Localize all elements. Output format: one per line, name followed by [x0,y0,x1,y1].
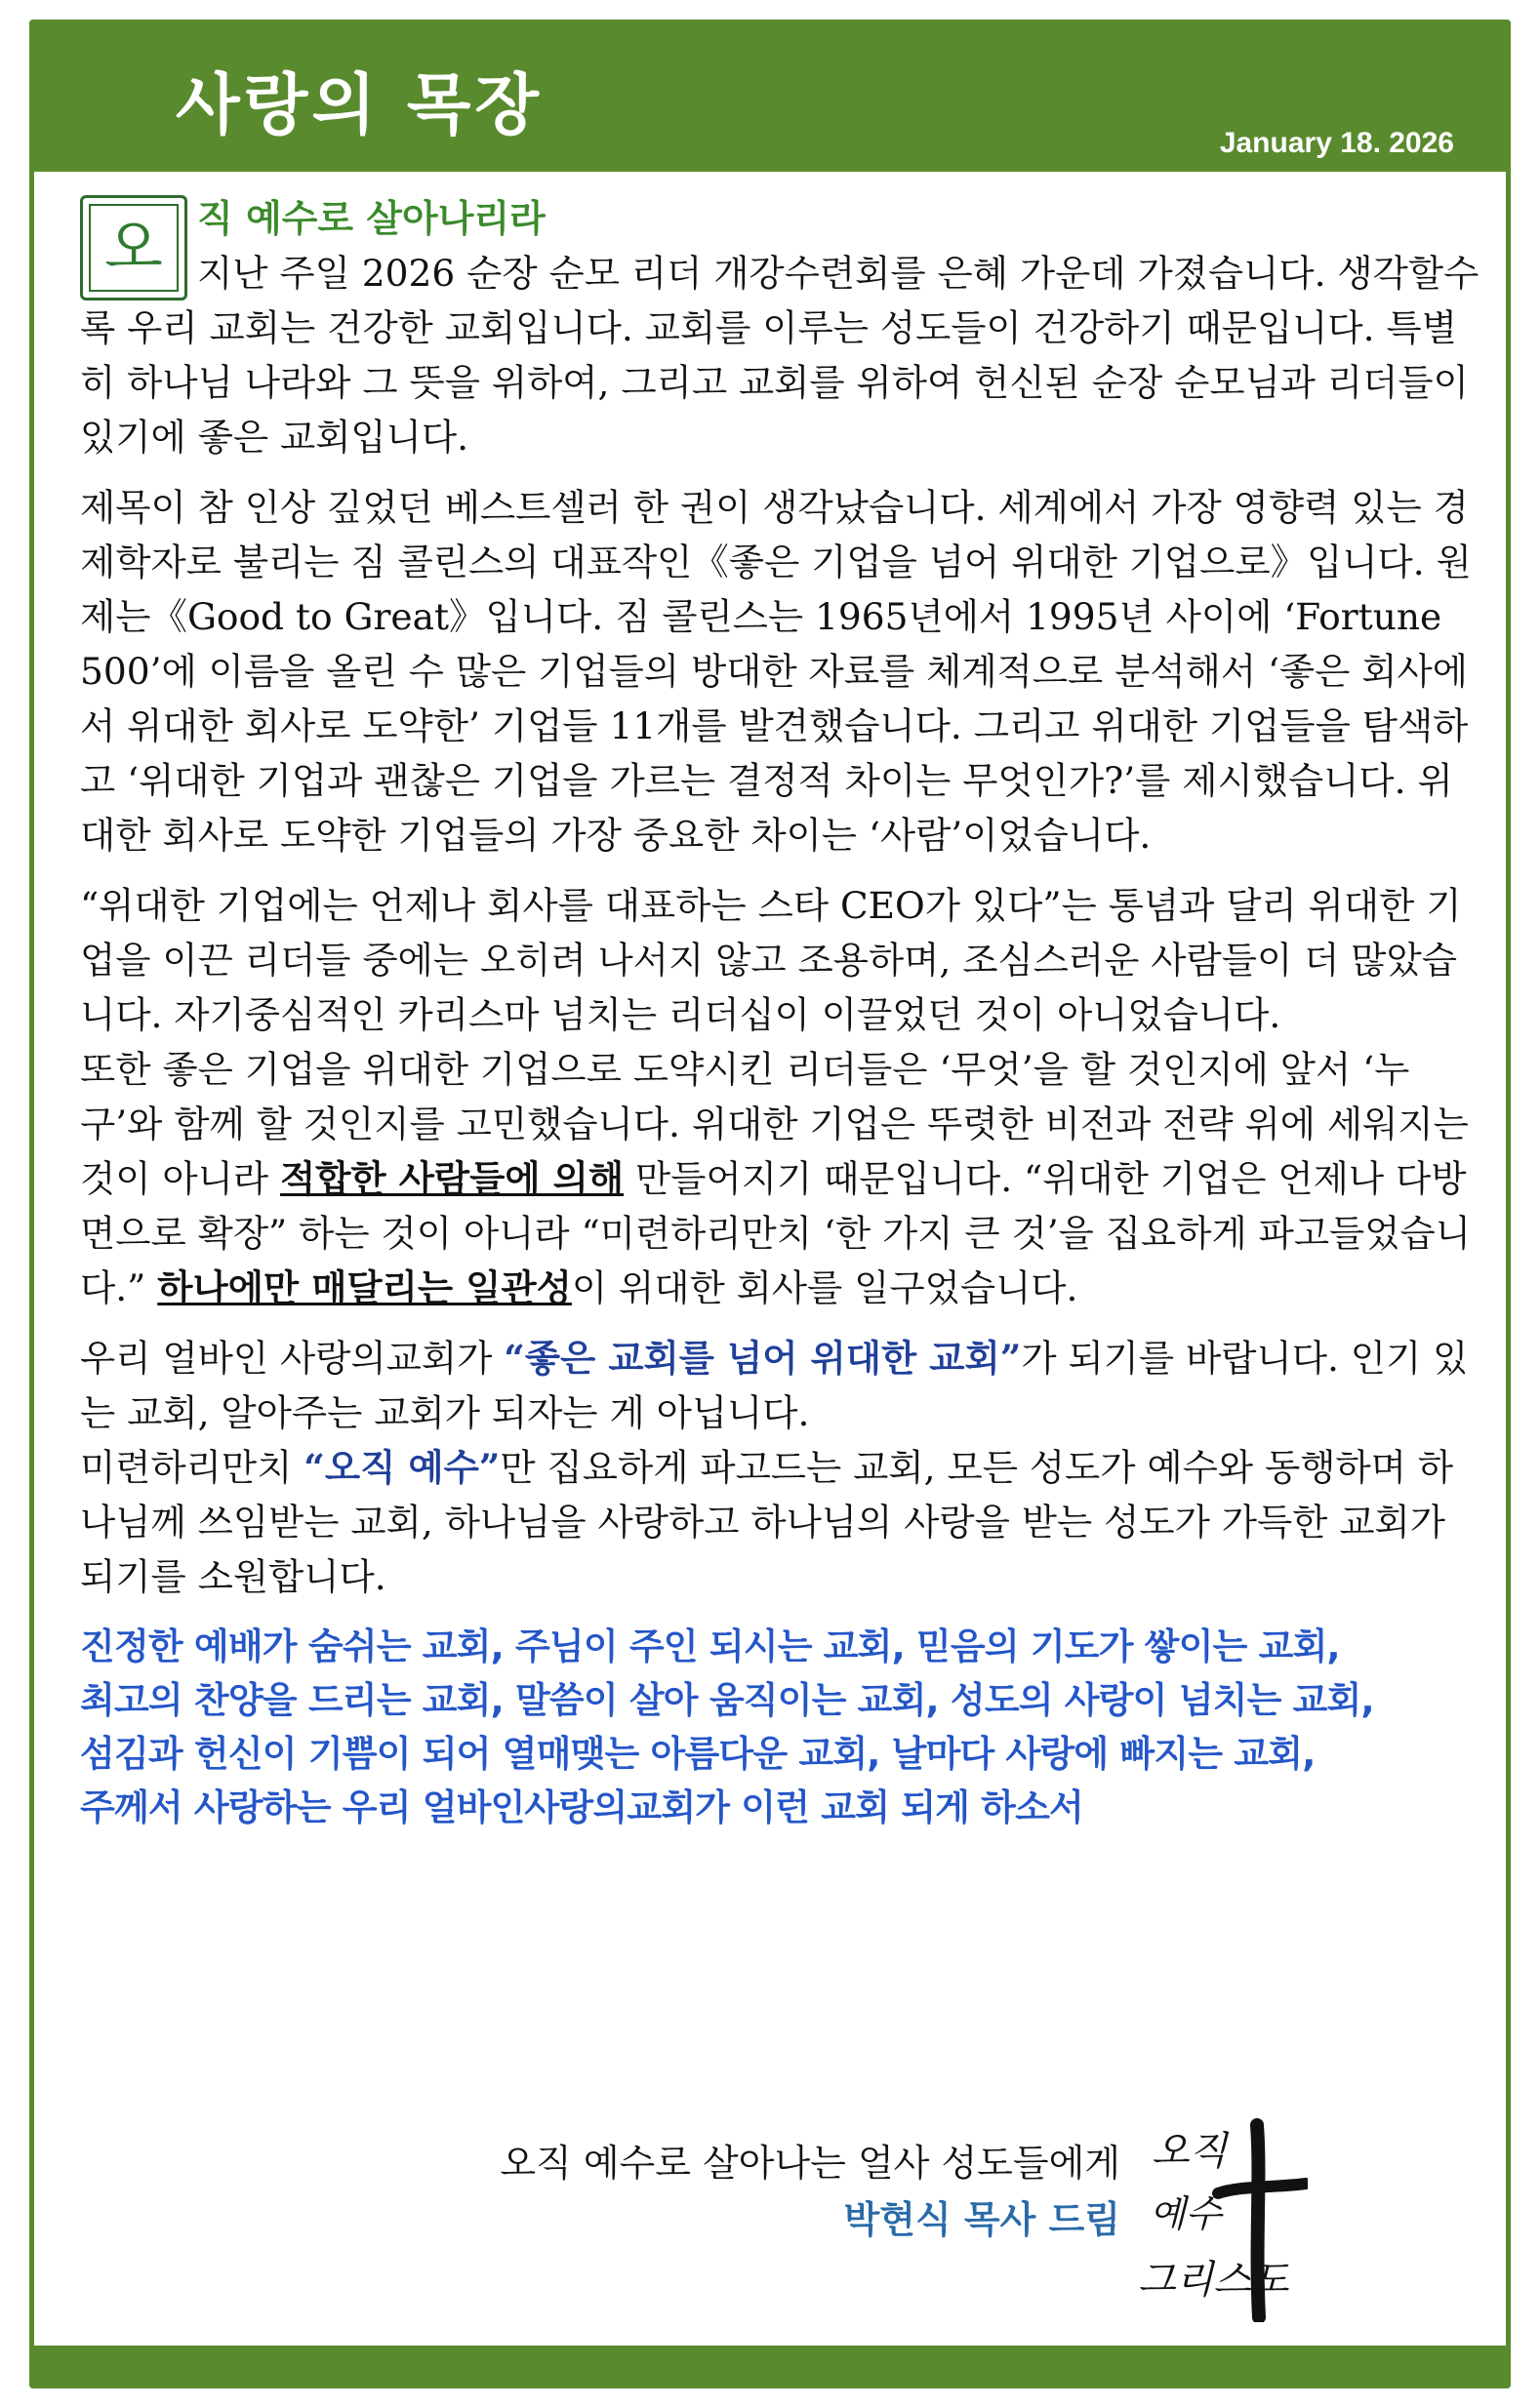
dropcap-letter: 오 [80,195,187,301]
footer-bar [29,2346,1511,2388]
closing-block [379,2135,1120,2248]
prayer-line-2: 최고의 찬양을 드리는 교회, 말씀이 살아 움직이는 교회, 성도의 사랑이 넘치는 교회, [80,1679,1374,1721]
issue-date: January 18. 2026 [1219,127,1454,159]
paragraph-6-text-b: 만 집요하게 파고드는 교회, 모든 성도가 예수와 동행하며 하나님께 쓰임받는 교회, 하나님을 사랑하고 하나님의 사랑을 받는 성도가 가득한 교회가 되기를 소원합니다. [80,1446,1454,1598]
closing-line: 오직 예수로 살아나는 얼사 성도들에게 [500,2142,1120,2185]
svg-text:그리스도: 그리스도 [1138,2258,1289,2303]
prayer-line-3: 섬김과 헌신이 기쁨이 되어 열매맺는 아름다운 교회, 날마다 사랑에 빠지는 교회, [80,1733,1316,1775]
paragraph-5-text-b: 가 되기를 바랍니다. 인기 있는 교회, 알아주는 교회가 되자는 게 아닙니다. [80,1337,1469,1434]
signature: 박현식 목사 드림 [843,2197,1120,2241]
header-banner [29,20,1511,172]
cross-calligraphy-icon [1132,2117,1308,2322]
paragraph-1: 지난 주일 2026 순장 순모 리더 개강수련회를 은혜 가운데 가졌습니다. 생각할수록 우리 교회는 건강한 교회입니다. 교회를 이루는 성도들이 건강하기 때문입니다. 특별히 하나님 나라와 그 뜻을 위하여, 그리고 교회를 위하여 헌신된 순장 순모님과 리더들이 있기에 좋은 교회입니다. [80,252,1479,459]
prayer-line-4: 주께서 사랑하는 우리 얼바인사랑의교회가 이런 교회 되게 하소서 [80,1786,1084,1828]
prayer-block [80,1620,1485,1834]
highlight-only-jesus: “오직 예수” [304,1446,501,1489]
paragraph-4-text-c: 이 위대한 회사를 일구었습니다. [571,1266,1078,1309]
page-title: 사랑의 목장 [176,67,544,144]
prayer-line-1: 진정한 예배가 숨쉬는 교회, 주님이 주인 되시는 교회, 믿음의 기도가 쌓이는 교회, [80,1625,1340,1667]
paragraph-5-text-a: 우리 얼바인 사랑의교회가 [80,1337,505,1380]
paragraph-4 [80,1042,1485,1315]
paragraph-6 [80,1440,1485,1604]
paragraph-3 [80,878,1485,1042]
paragraph-3-text: “위대한 기업에는 언제나 회사를 대표하는 스타 CEO가 있다”는 통념과 달리 위대한 기업을 이끈 리더들 중에는 오히려 나서지 않고 조용하며, 조심스러운 사람들이 더 많았습니다. 자기중심적인 카리스마 넘치는 리더십이 이끌었던 것이 아니었습니다. [80,884,1462,1036]
highlight-great-church: “좋은 교회를 넘어 위대한 교회” [504,1337,1022,1380]
svg-text:예수: 예수 [1150,2192,1222,2235]
emphasis-right-people: 적합한 사람들에 의해 [279,1157,625,1200]
article-subtitle: 직 예수로 살아나리라 [197,197,546,240]
paragraph-5 [80,1331,1485,1440]
emphasis-consistency: 하나에만 매달리는 일관성 [157,1266,572,1309]
paragraph-4-text-a: 또한 좋은 기업을 위대한 기업으로 도약시킨 리더들은 ‘무엇’을 할 것인지에 앞서 ‘누구’와 함께 할 것인지를 고민했습니다. 위대한 기업은 뚜렷한 비전과 전략 위에 세워지는 것이 아니라 [80,1048,1469,1200]
paragraph-4-text-b: 만들어지기 때문입니다. “위대한 기업은 언제나 다방면으로 확장” 하는 것이 아니라 “미련하리만치 ‘한 가지 큰 것’을 집요하게 파고들었습니다.” [80,1157,1471,1309]
paragraph-6-text-a: 미련하리만치 [80,1446,304,1489]
svg-text:오직: 오직 [1152,2129,1228,2174]
article-body [80,191,1485,1834]
calligraphy-graphic [1132,2117,1308,2322]
paragraph-2: 제목이 참 인상 깊었던 베스트셀러 한 권이 생각났습니다. 세계에서 가장 영향력 있는 경제학자로 불리는 짐 콜린스의 대표작인《좋은 기업을 넘어 위대한 기업으로》입니다. 원제는《Good to Great》입니다. 짐 콜린스는 1965년에서 1995년 사이에 ‘Fortune 500’에 이름을 올린 수 많은 기업들의 방대한 자료를 체계적으로 분석해서 ‘좋은 회사에서 위대한 회사로 도약한’ 기업들 11개를 발견했습니다. 그리고 위대한 기업들을 탐색하고 ‘위대한 기업과 괜찮은 기업을 가르는 결정적 차이는 무엇인가?’를 제시했습니다. 위대한 회사로 도약한 기업들의 가장 중요한 차이는 ‘사람’이었습니다. [80,486,1472,857]
